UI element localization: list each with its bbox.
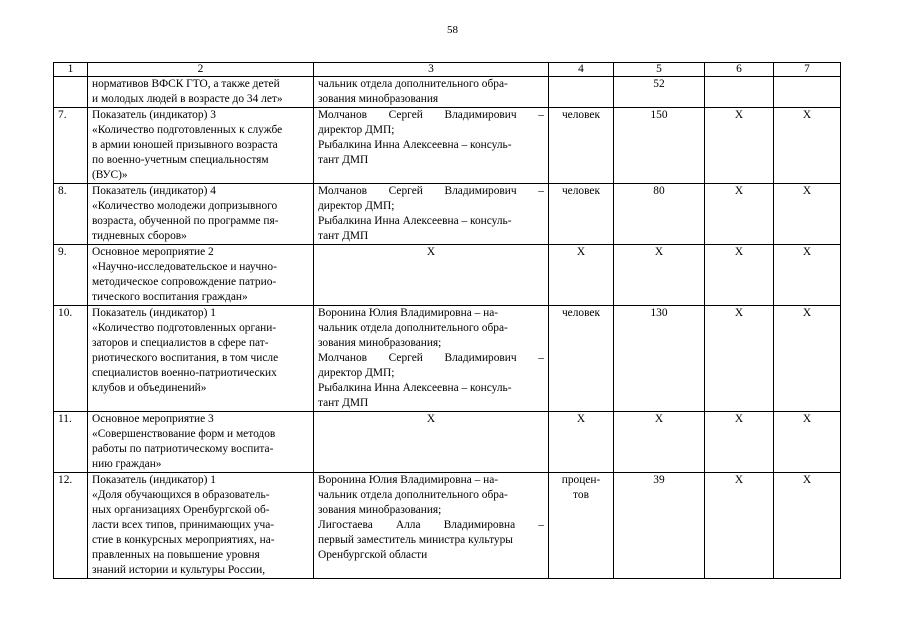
responsible-line: Рыбалкина Инна Алексеевна – консуль- — [318, 382, 512, 394]
table-body — [54, 77, 841, 579]
indicator-name-line: риотического воспитания, в том числе — [92, 352, 279, 364]
indicator-name-cell — [88, 245, 314, 306]
indicator-name-line: знаний истории и культуры России, — [92, 564, 266, 576]
unit-cell — [549, 473, 614, 579]
indicator-name-cell — [88, 184, 314, 245]
indicator-name-line: Показатель (индикатор) 1 — [92, 307, 216, 319]
indicator-name-line: специалистов военно-патриотических — [92, 367, 277, 379]
indicator-name-cell — [88, 412, 314, 473]
page-number: 58 — [447, 24, 458, 36]
column-7-cell: Х — [774, 184, 841, 245]
indicator-name-line: тидневных сборов» — [92, 230, 187, 242]
column-6-cell — [705, 77, 774, 108]
column-header: 7 — [774, 63, 841, 77]
indicator-name-line: ласти всех типов, принимающих уча- — [92, 519, 275, 531]
unit-cell — [549, 412, 614, 473]
row-number-cell: 7. — [54, 108, 88, 184]
column-6-cell: Х — [705, 412, 774, 473]
table-row — [54, 473, 841, 579]
row-number-cell: 9. — [54, 245, 88, 306]
responsible-line: директор ДМП; — [318, 124, 395, 136]
indicator-name-line: и молодых людей в возрасте до 34 лет» — [92, 93, 283, 105]
table-row — [54, 306, 841, 412]
indicator-name-line: «Количество молодежи допризывного — [92, 200, 278, 212]
indicator-name-line: по военно-учетным специальностям — [92, 154, 269, 166]
indicator-name-line: стие в конкурсных мероприятиях, на- — [92, 534, 275, 546]
unit-cell — [549, 184, 614, 245]
value-cell: 80 — [614, 184, 705, 245]
responsible-line: тант ДМП — [318, 230, 369, 242]
column-6-cell: Х — [705, 108, 774, 184]
column-7-cell: Х — [774, 412, 841, 473]
indicator-name-line: заторов и специалистов в сфере пат- — [92, 337, 269, 349]
unit-text: процен- тов — [561, 474, 601, 501]
indicator-name-line: методическое сопровождение патрио- — [92, 276, 277, 288]
responsible-line: чальник отдела дополнительного обра- — [318, 78, 508, 90]
unit-cell — [549, 245, 614, 306]
unit-text: Х — [576, 246, 586, 258]
column-6-cell: Х — [705, 306, 774, 412]
responsible-line: Воронина Юлия Владимировна – на- — [318, 307, 499, 319]
responsible-line: Молчанов Сергей Владимирович – — [318, 109, 544, 121]
column-7-cell: Х — [774, 108, 841, 184]
table-row — [54, 245, 841, 306]
responsible-line: директор ДМП; — [318, 200, 395, 212]
column-header: 3 — [314, 63, 549, 77]
responsible-line: зования минобразования — [318, 93, 439, 105]
unit-text: человек — [561, 185, 601, 197]
column-6-cell: Х — [705, 473, 774, 579]
responsible-line: тант ДМП — [318, 397, 369, 409]
unit-cell — [549, 77, 614, 108]
row-number-cell: 11. — [54, 412, 88, 473]
indicator-name-line: правленных на повышение уровня — [92, 549, 260, 561]
responsible-cell — [314, 473, 549, 579]
indicator-name-line: Показатель (индикатор) 1 — [92, 474, 216, 486]
indicator-name-line: Показатель (индикатор) 3 — [92, 109, 216, 121]
row-number-cell — [54, 77, 88, 108]
responsible-cell — [314, 412, 549, 473]
responsible-line: Х — [426, 246, 436, 258]
indicator-name-line: (ВУС)» — [92, 169, 128, 181]
row-number-cell: 10. — [54, 306, 88, 412]
responsible-line: чальник отдела дополнительного обра- — [318, 489, 508, 501]
indicator-name-line: Показатель (индикатор) 4 — [92, 185, 216, 197]
responsible-cell — [314, 184, 549, 245]
unit-text: Х — [576, 413, 586, 425]
table-row — [54, 412, 841, 473]
table-row — [54, 77, 841, 108]
responsible-line: Х — [426, 413, 436, 425]
responsible-line: Молчанов Сергей Владимирович – — [318, 352, 544, 364]
indicator-name-line: Основное мероприятие 3 — [92, 413, 214, 425]
indicator-name-cell — [88, 108, 314, 184]
value-cell: Х — [614, 412, 705, 473]
responsible-line: Лигостаева Алла Владимировна – — [318, 519, 544, 531]
indicator-name-line: возраста, обученной по программе пя- — [92, 215, 279, 227]
responsible-line: тант ДМП — [318, 154, 369, 166]
column-6-cell: Х — [705, 184, 774, 245]
indicator-name-line: работы по патриотическому воспита- — [92, 443, 274, 455]
indicator-name-line: «Количество подготовленных органи- — [92, 322, 277, 334]
indicator-name-line: «Научно-исследовательское и научно- — [92, 261, 277, 273]
unit-cell — [549, 306, 614, 412]
indicator-name-line: тического воспитания граждан» — [92, 291, 248, 303]
column-6-cell: Х — [705, 245, 774, 306]
indicator-name-cell — [88, 306, 314, 412]
responsible-cell — [314, 306, 549, 412]
column-7-cell: Х — [774, 306, 841, 412]
value-cell: 52 — [614, 77, 705, 108]
responsible-line: Рыбалкина Инна Алексеевна – консуль- — [318, 215, 512, 227]
responsible-line: зования минобразования; — [318, 337, 442, 349]
indicator-name-cell — [88, 473, 314, 579]
indicator-name-line: «Количество подготовленных к службе — [92, 124, 283, 136]
row-number-cell: 12. — [54, 473, 88, 579]
column-header: 4 — [549, 63, 614, 77]
responsible-line: первый заместитель министра культуры — [318, 534, 513, 546]
indicator-name-line: «Доля обучающихся в образователь- — [92, 489, 270, 501]
unit-text: человек — [561, 307, 601, 319]
indicator-name-line: Основное мероприятие 2 — [92, 246, 214, 258]
table-row — [54, 108, 841, 184]
indicator-name-line: нормативов ВФСК ГТО, а также детей — [92, 78, 280, 90]
responsible-cell — [314, 245, 549, 306]
column-number-row — [54, 63, 841, 77]
column-7-cell: Х — [774, 473, 841, 579]
column-header: 1 — [54, 63, 88, 77]
responsible-line: директор ДМП; — [318, 367, 395, 379]
value-cell: Х — [614, 245, 705, 306]
column-header: 6 — [705, 63, 774, 77]
table-row — [54, 184, 841, 245]
row-number-cell: 8. — [54, 184, 88, 245]
responsible-line: чальник отдела дополнительного обра- — [318, 322, 508, 334]
indicator-name-line: «Совершенствование форм и методов — [92, 428, 276, 440]
indicator-name-cell — [88, 77, 314, 108]
indicator-name-line: в армии юношей призывного возраста — [92, 139, 278, 151]
responsible-line: Молчанов Сергей Владимирович – — [318, 185, 544, 197]
value-cell: 150 — [614, 108, 705, 184]
responsible-line: Воронина Юлия Владимировна – на- — [318, 474, 499, 486]
column-header: 5 — [614, 63, 705, 77]
indicator-name-line: нию граждан» — [92, 458, 162, 470]
unit-text: человек — [561, 109, 601, 121]
column-7-cell: Х — [774, 245, 841, 306]
value-cell: 130 — [614, 306, 705, 412]
indicator-name-line: клубов и объединений» — [92, 382, 207, 394]
value-cell: 39 — [614, 473, 705, 579]
indicator-name-line: ных организациях Оренбургской об- — [92, 504, 270, 516]
responsible-line: Рыбалкина Инна Алексеевна – консуль- — [318, 139, 512, 151]
column-header: 2 — [88, 63, 314, 77]
column-7-cell — [774, 77, 841, 108]
responsible-line: Оренбургской области — [318, 549, 428, 561]
unit-cell — [549, 108, 614, 184]
responsible-cell — [314, 77, 549, 108]
responsible-line: зования минобразования; — [318, 504, 442, 516]
responsible-cell — [314, 108, 549, 184]
document-table — [53, 62, 841, 579]
